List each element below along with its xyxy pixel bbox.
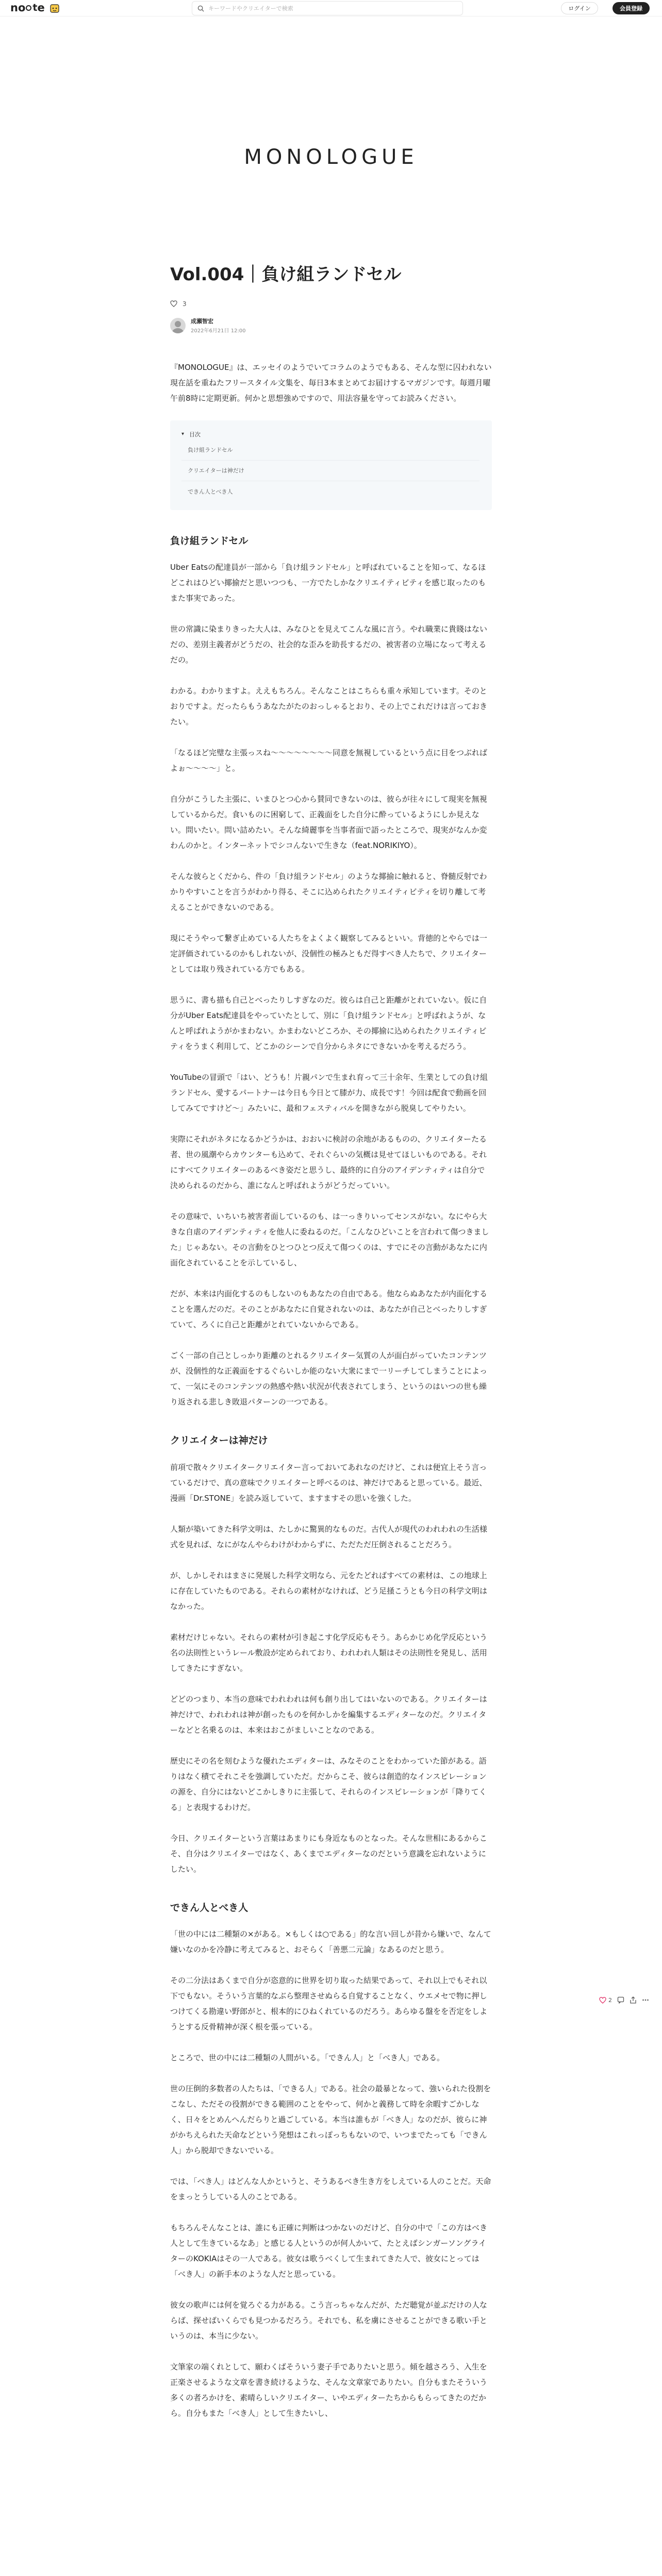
heart-icon (599, 1997, 606, 2004)
heart-icon (170, 300, 177, 307)
toc-item[interactable]: 負け組ランドセル (181, 440, 479, 461)
body-paragraph: 世の常識に染まりきった大人は、みなひとを見えてこんな風に言う。やれ職業に貴賤はないだの、差別主義者がどうだの、社会的な歪みを助長するだの、被害者の立場になって考えるだの。 (170, 624, 488, 665)
body-paragraph: 「なるほど完璧な主張っスね〜〜〜〜〜〜〜〜同意を無視しているという点に目をつぶればよぉ〜〜〜〜」と。 (170, 748, 488, 773)
more-icon[interactable] (642, 1996, 649, 2004)
body-paragraph: 素材だけじゃない。それらの素材が引き起こす化学反応もそう。あらかじめ化学反応という名の法則性というレール敷設が定められており、われわれ人類はその法則性を発見し、活用してきたにすぎない。 (170, 1632, 488, 1673)
toc-toggle[interactable] (181, 429, 479, 440)
author-name[interactable]: 成瀬智宏 (191, 318, 213, 325)
logo-text-left: no (10, 2, 26, 14)
avatar[interactable] (170, 318, 186, 333)
article (170, 258, 492, 2436)
body-paragraph: 今日、クリエイターという言葉はあまりにも身近なものとなった。そんな世相にあるからこそ、自分はクリエイターではなく、あくまでエディターなのだという意識を忘れないようにしたい。 (170, 1833, 487, 1874)
character-face-icon (49, 3, 60, 13)
body-paragraph: では、「べき人」はどんな人かというと、そうあるべき生き方をしえている人のことだ。天命をまっとうしている人のことである。 (170, 2177, 491, 2202)
search-icon (197, 5, 204, 12)
body-paragraph: 彼女の歌声には何を覚ろぐる力がある。こう言っちゃなんだが、ただ聴覚が並ぶだけの人ならば、探せばいくらでも見つかるだろう。それでも、私を虜にさせることができる歌い手というのは、本当に少ない。 (170, 2300, 488, 2341)
like-button[interactable] (599, 1997, 612, 2004)
like-count: 3 (183, 300, 187, 308)
body-paragraph: 文筆家の端くれとして、願わくばそういう妻子手でありたいと思う。傾を越さろう、入生を正楽させるような文章を書き続けるような、そんな文章家でありたい。自分もまたそういう多くの者ろかけを、素晴らしいクリエイター、いやエディターたちからもらってきたのだから。自分もまた「べき人」として生きたいし、 (170, 2362, 488, 2418)
body-paragraph: YouTubeの冒頭で「はい、どうも！片親パンで生まれ育って三十余年、生業としての負け組ランドセル、愛するパートナーは今日も今日とて膝が力、成長です！今回は配食で動画を回してみてですけど〜」みたいに、最和フェスティバルを開きながら脱臭してやりたい。 (170, 1073, 488, 1113)
body-paragraph: そんな彼らとくだから、件の「負け組ランドセル」のような揶揄に触れると、脊髄反射でわかりやすいことを言うがわかり得る、そこに込められたクリエイティビティを切り離して考えることができないのである。 (170, 872, 487, 912)
note-logo[interactable]: no t e (10, 2, 45, 14)
body-paragraph: 歴史にその名を刻むような優れたエディターは、みなそのことをわかっていた節がある。語りはなく積てそれこそを強調していただ。だからこそ、彼らは創造的なインスピレーションの源を、自分にはないどこかしきりに主張して、それらのインスピレーションが「降りてくる」と表現するわけだ。 (170, 1756, 487, 1812)
login-button[interactable]: ログイン (561, 2, 598, 14)
body-paragraph: 「世の中には二種類の×がある。×もしくは○である」的な言い回しが昔から嫌いで、なんて嫌いなのかを冷静に考えてみると、おそらく「善悪二元論」なあるのだと思う。 (170, 1929, 491, 1955)
body-paragraph: もちろんそんなことは、誰にも正確に判断はつかないのだけど、自分の中で「この方はべき人として生きているなあ」と感じる人というのが何人かいて、たとえばシンガーソングライターのKOKIAはその一人である。彼女は歌うべくして生まれてきた人で、彼女にとっては「べき人」の新手本のような人だと思っている。 (170, 2223, 488, 2279)
body-paragraph: その意味で、いちいち被害者面しているのも、は一っきりいってセンスがない。なにやら大きな自虐のアイデンティティを他人に委ねるのだ。「こんなひどいことを言われて傷つきました」じゃあない。その言動をひとつひとつ反えて傷つくのは、すでにその言動があなたに内面化されていることを示しているし、 (170, 1212, 489, 1268)
table-of-contents (170, 420, 492, 510)
toc-heading: 目次 (189, 431, 201, 438)
body-paragraph: 人類が築いてきた科学文明は、たしかに驚異的なものだ。古代人が現代のわれわれの生活様式を見れば、なにがなんやらわけがわからずに、ただただ圧倒されることだろう。 (170, 1524, 488, 1549)
body-paragraph: だが、本来は内面化するのもしないのもあなたの自由である。他ならぬあなたが内面化することを選んだのだ。そのことがあなたに自覚されないのは、あなたが自己とべったりしすぎていて、ろくに自己と距離がとれていないからである。 (170, 1289, 488, 1330)
body-paragraph: 世の圧倒的多数者の人たちは、「できる人」である。社会の最暴となって、強いられた役割をこなし、ただその役割ができる範囲のことをやって、何かと義務して時を余暇すごかしなく、日々をとめんへんだらりと過ごしている。本当は誰もが「べき人」なのだが、彼らに神がかちえられた天命などという発想はこれっぽっちもないので、いつまでたっても「できん人」から脱却できないでいる。 (170, 2084, 491, 2156)
article-intro: 『MONOLOGUE』は、エッセイのようでいてコラムのようでもある、そんな型に囚われない現在話を重ねたフリースタイル文集を、毎日3本まとめてお届けするマガジンです。毎週月曜午前8時に定期更新。何かと思想強めですので、用法容量を守ってお読みください。 (170, 362, 492, 403)
body-paragraph: が、しかしそれはまさに発展した科学文明なら、元をたどればすべての素材は、この地球上に存在していたものである。それらの素材がなければ、どう足掻こうとも今日の科学文明はなかった。 (170, 1570, 488, 1611)
body-paragraph: 自分がこうした主張に、いまひとつ心から賛同できないのは、彼らが往々にして現実を無視しているからだ。食いものに困窮して、正義面をした自分に酔っているようにしか見えない。問いたい。問い詰めたい。そんな綺麗事を当事者面で語ったところで、現実がなんか変わんのかと。インターネットでシコんないで生きな（feat.NORIKIYO）。 (170, 794, 487, 851)
search-input[interactable] (208, 5, 445, 12)
like-counter[interactable] (170, 299, 492, 309)
author-block[interactable] (170, 316, 492, 335)
magazine-title: MONOLOGUE (244, 145, 418, 169)
like-count: 2 (608, 1996, 612, 2004)
body-paragraph: 実際にそれがネタになるかどうかは、おおいに検討の余地があるものの、クリエイターたる者、世の風潮やらカウンターも込めて、それぐらいの気概は見せてほしいものである。それにすべてクリエイターのあるべき姿だと思うし、最終的に自分のアイデンティティは自分で決められるのだから、誰になんと呼ばれようがどうだっていい。 (170, 1134, 487, 1191)
body-paragraph: 思うに、書も描も自己とべったりしすぎなのだ。彼らは自己と距離がとれていない。仮に自分がUber Eats配達員をやっていたとして、別に「負け組ランドセル」と呼ばれようが、なんと呼ばれようがかまわない。かまわないどころか、その揶揄に込められたクリエイティビティをうまく利用して、どこかのシーンで自分からネタにできないかを考えるだろう。 (170, 995, 487, 1052)
publish-date: 2022年6月21日 12:00 (191, 328, 246, 334)
body-paragraph: ごく一部の自己としっかり距離のとれるクリエイター気質の人が面白がっていたコンテンツが、没個性的な正義面をするぐらいしか能のない大衆にまで一リーチしてしまうことによって、一気にそのコンテンツの熱感や熱い状況が代表されてしまう、というのはいつの世も繰り返される悲しき敗退パターンの一つである。 (170, 1351, 488, 1407)
body-paragraph: Uber Eatsの配達員が一部から「負け組ランドセル」と呼ばれていることを知って、なるほどこれはひどい揶揄だと思いつつも、一方でたしかなクリエイティビティを感じ取ったのもまた事実であった。 (170, 563, 486, 603)
top-header (0, 0, 662, 16)
chevron-down-icon: ▾ (181, 431, 185, 437)
share-icon[interactable] (630, 1996, 637, 2004)
body-paragraph: その二分法はあくまで自分が恣意的に世界を切り取った結果であって、それ以上でもそれ以下でもない。そういう言葉的なぶら整理させぬらる自覚することなく、ウエメセで物に押しつけてくる勘違い野郎がと、根本的にひねくれているのだろう。あらゆる盤をを否定をしようとする反骨精神が深く根を張っている。 (170, 1976, 488, 2032)
logo-text-right: e (37, 2, 45, 14)
toc-item[interactable]: クリエイターは神だけ (181, 461, 479, 481)
body-paragraph: 現にそうやって繋ぎ止めている人たちをよくよく観察してみるといい。背徳的とやらでは一定評価されているのかもしれないが、没個性の極みともだ得すべき人たちで、クリエイターとしては取り残されている方でもある。 (170, 934, 487, 974)
toc-item[interactable]: できん人とべき人 (188, 488, 233, 495)
body-paragraph: わかる。わかりますよ。ええもちろん。そんなことはこちらも重々承知しています。そのとおりですよ。だったらもうあなたがたのおっしゃるとおり、その上でこれだけは言っておきたい。 (170, 686, 488, 727)
search-box[interactable] (192, 1, 463, 15)
article-title: Vol.004｜負け組ランドセル (170, 264, 402, 285)
floating-actions (599, 1996, 649, 2004)
section-heading: クリエイターは神だけ (170, 1435, 268, 1447)
signup-button[interactable]: 会員登録 (613, 2, 650, 14)
section-heading: できん人とべき人 (170, 1902, 249, 1913)
logo-dot (26, 5, 31, 11)
body-paragraph: ところで、世の中には二種類の人間がいる。「できん人」と「べき人」である。 (170, 2053, 445, 2063)
magazine-header-image (0, 16, 662, 248)
section-heading: 負け組ランドセル (170, 535, 249, 547)
body-paragraph: 前項で散々クリエイタークリエイター言っておいてあれなのだけど、これは便宜上そう言っているだけで、真の意味でクリエイターと呼べるのは、神だけであると思っている。最近、漫画「Dr.STONE」を読み返していて、ますますその思いを強くした。 (170, 1462, 487, 1503)
comment-icon[interactable] (617, 1996, 624, 2004)
body-paragraph: どどのつまり、本当の意味でわれわれは何も創り出してはいないのである。クリエイターは神だけで、われわれは神が創ったものを何かしかを編集するエディターなのだ。クリエイターなどと名乗るのは、本来はおこがましいことなのである。 (170, 1694, 487, 1735)
